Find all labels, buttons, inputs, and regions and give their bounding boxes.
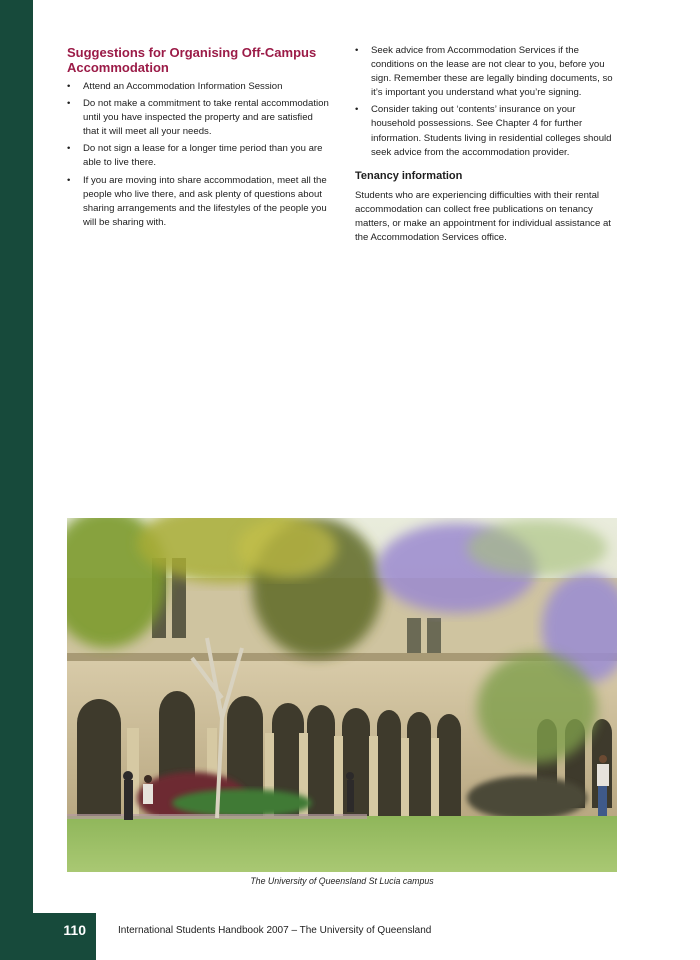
page-number: 110 [63,922,86,938]
list-item: • Consider taking out ‘contents’ insurance on your household possessions. See Chapter 4 for further information. Students living in residential colleges should seek advice from the accommodation provider. [355,104,612,158]
section-heading: Suggestions for Organising Off-Campus Accommodation [67,45,317,75]
suggestions-list [67,80,329,230]
bullet-icon: • [67,81,71,92]
list-item: • Attend an Accommodation Information Session [67,80,329,94]
advice-list [355,44,617,160]
bullet-icon: • [355,45,359,56]
bullet-icon: • [67,143,71,155]
footer-title: International Students Handbook 2007 – The University of Queensland [118,925,432,936]
bullet-icon: • [355,104,359,116]
bullet-icon: • [67,98,71,110]
list-item: • Do not sign a lease for a longer time period than you are able to live there. [67,143,323,169]
list-item: • If you are moving into share accommodation, meet all the people who live there, and ask plenty of questions about sharing arrangements and the lifestyles of the people you will be sharing with. [67,174,327,228]
right-column [355,44,617,245]
list-item: • Do not make a commitment to take rental accommodation until you have inspected the property and are satisfied that it will meet all your needs. [67,98,329,138]
bullet-icon: • [67,174,71,186]
sidebar-band [0,0,33,960]
campus-photo-illustration [67,518,617,872]
photo-caption: The University of Queensland St Lucia campus [250,876,434,886]
left-column [67,44,329,233]
campus-photo [67,518,617,872]
tenancy-paragraph: Students who are experiencing difficulties with their rental accommodation can collect free publications on tenancy matters, or make an appointment for individual assistance at the Accommodation Services office. [355,189,611,244]
tenancy-heading: Tenancy information [355,169,463,182]
list-item: • Seek advice from Accommodation Services if the conditions on the lease are not clear to you, before you sign. Remember these are legally binding documents, so it’s important you understand what you’re signing. [355,45,613,99]
